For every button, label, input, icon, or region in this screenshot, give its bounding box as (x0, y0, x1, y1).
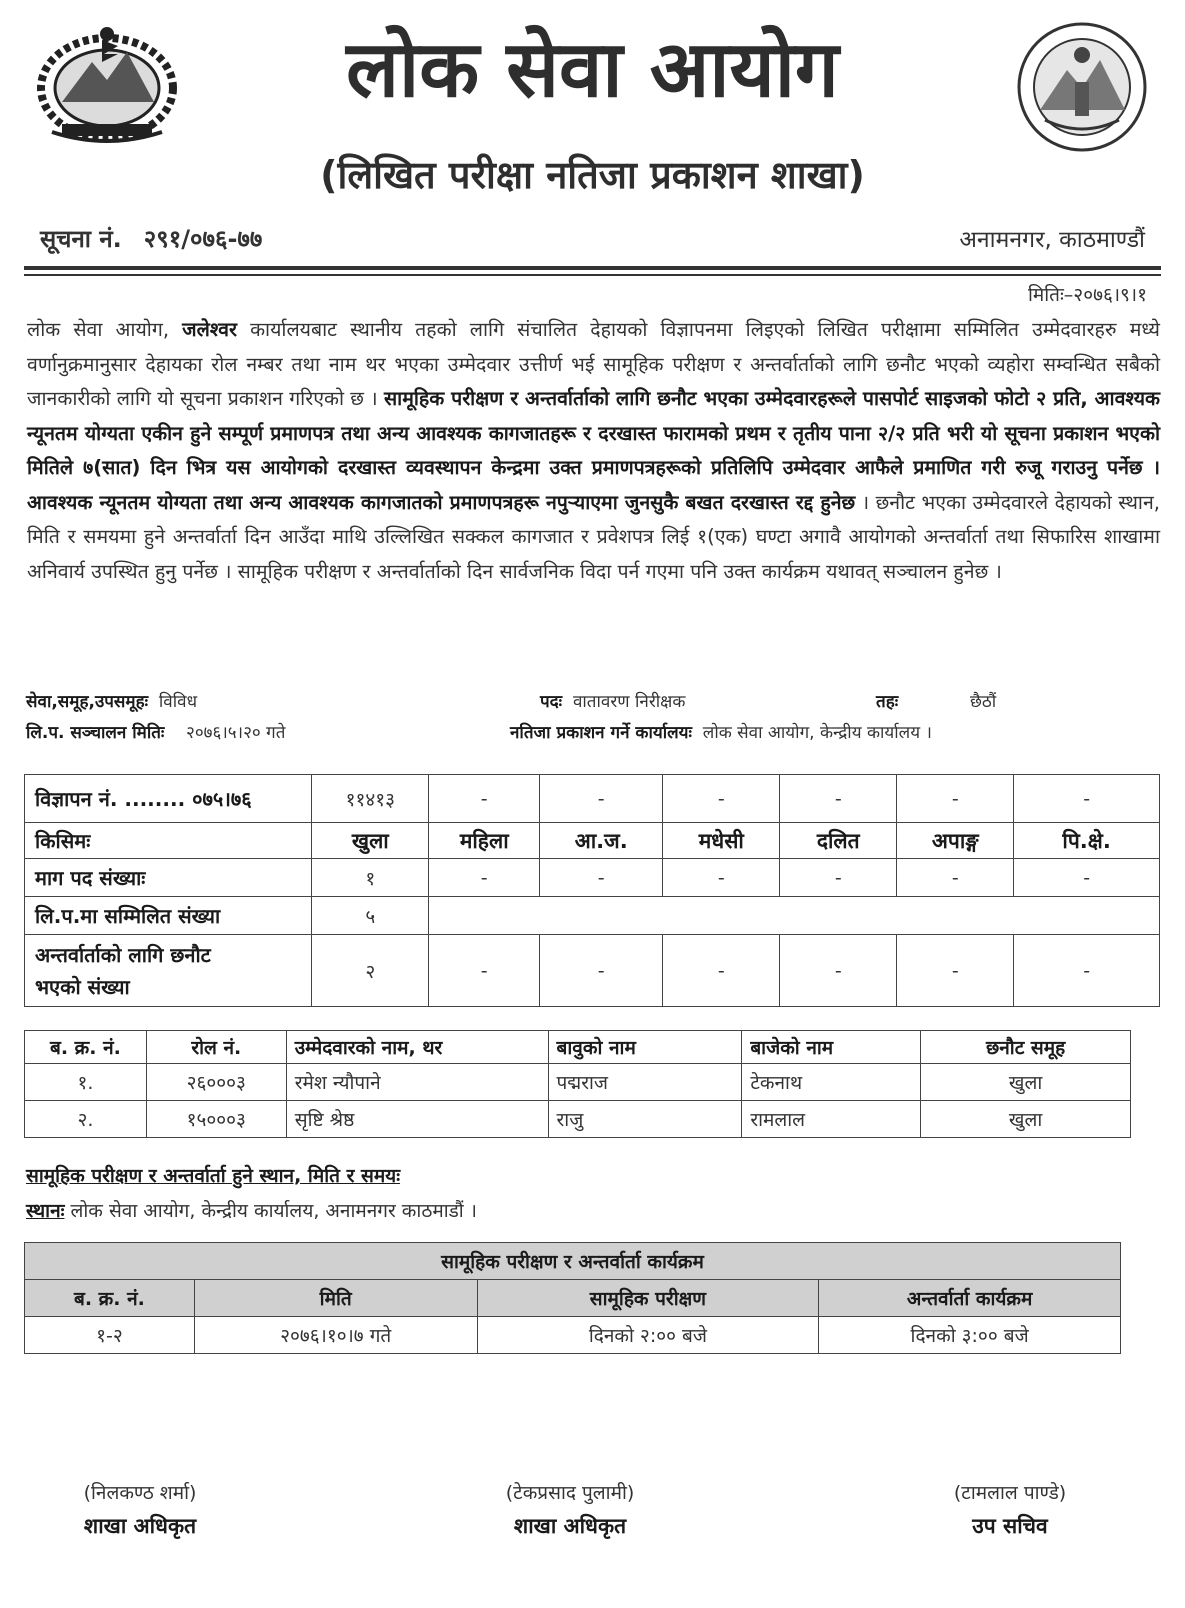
column-header: ब. क्र. नं. (25, 1031, 147, 1064)
table-cell: - (897, 859, 1014, 897)
result-office (510, 720, 932, 743)
schedule-title-row (25, 1243, 1121, 1280)
table-cell: पद्मराज (548, 1064, 742, 1101)
demand-label: माग पद संख्याः (25, 859, 312, 897)
post-label: पदः (540, 692, 563, 712)
notice-number-line (40, 222, 262, 255)
column-header: छनौट समूह (921, 1031, 1131, 1064)
table-cell: ५ (312, 897, 429, 935)
table-cell: - (780, 935, 897, 1007)
body-text-3: । छनौट भएका उम्मेदवारले देहायको स्थान, मिति र समयमा हुने अन्तर्वार्ता दिन आउँदा माथि उल्लिखित सक्कल कागजात र प्रवेशपत्र लिई १(एक) घण्टा अगावै आयोगको अन्तर्वार्ता तथा सिफारिस शाखामा अनिवार्य उपस्थित हुनु पर्नेछ । सामूहिक परीक्षण र अन्तर्वार्ताको दिन सार्वजनिक विदा पर्न गएमा पनि उक्त कार्यक्रम यथावत् सञ्चालन हुनेछ । (27, 490, 1160, 583)
exam-date-value: २०७६।५।२० गते (186, 723, 286, 743)
table-cell: महिला (429, 823, 540, 859)
result-office-value: लोक सेवा आयोग, केन्द्रीय कार्यालय । (702, 723, 932, 743)
table-cell: १ (312, 859, 429, 897)
table-cell: १-२ (25, 1317, 195, 1354)
exam-date-label: लि.प. सञ्चालन मितिः (26, 723, 165, 743)
column-header: ब. क्र. नं. (25, 1280, 195, 1317)
level-label: तहः (876, 692, 899, 712)
table-cell: दलित (780, 823, 897, 859)
column-header: सामूहिक परीक्षण (477, 1280, 819, 1317)
table-cell: सृष्टि श्रेष्ठ (286, 1101, 548, 1138)
schedule-title: सामूहिक परीक्षण र अन्तर्वार्ता कार्यक्रम (25, 1243, 1121, 1280)
table-cell: दिनको २:०० बजे (477, 1317, 819, 1354)
attended-label: लि.प.मा सम्मिलित संख्या (25, 897, 312, 935)
table-cell: १५०००३ (146, 1101, 286, 1138)
table-cell: २०७६।१०।७ गते (194, 1317, 477, 1354)
selected-label-line-2: भएको संख्या (35, 974, 130, 999)
body-office-name: जलेश्वर (182, 318, 237, 341)
table-cell: - (540, 935, 663, 1007)
body-instructions: सामूहिक परीक्षण र अन्तर्वार्ताको लागि छनौट भएका उम्मेदवारहरूले पासपोर्ट साइजको फोटो २ प्रति, आवश्यक न्यूनतम योग्यता एकीन हुने सम्पूर्ण प्रमाणपत्र तथा अन्य आवश्यक कागजातहरू र दरखास्त फारामको प्रथम र तृतीय पाना २/२ प्रति भरी यो सूचना प्रकाशन भएको मितिले ७(सात) दिन भित्र यस आयोगको दरखास्त व्यवस्थापन केन्द्रमा उक्त प्रमाणपत्रहरूको प्रतिलिपि उम्मेदवार आफैले प्रमाणित गरी रुजू गराउनु पर्नेछ । आवश्यक न्यूनतम योग्यता तथा अन्य आवश्यक कागजातको प्रमाणपत्रहरू नपुऱ्याएमा जुनसुकै बखत दरखास्त रद्द हुनेछ (27, 387, 1161, 514)
table-cell: रामलाल (742, 1101, 921, 1138)
table-cell: अपाङ्ग (897, 823, 1014, 859)
advertisement-label: विज्ञापन नं. ........ ०७५।७६ (25, 775, 312, 823)
body-text-1: लोक सेवा आयोग, (27, 318, 183, 341)
post-value: वातावरण निरीक्षक (572, 692, 686, 712)
demand-row (25, 859, 1160, 897)
table-cell: रमेश न्यौपाने (286, 1064, 548, 1101)
signatory-name: (टामलाल पाण्डे) (953, 1482, 1067, 1504)
venue-label: स्थानः (26, 1200, 65, 1222)
table-cell: १. (25, 1064, 147, 1101)
venue-value: लोक सेवा आयोग, केन्द्रीय कार्यालय, अनामनगर काठमाडौं । (64, 1200, 477, 1222)
table-cell: राजु (548, 1101, 742, 1138)
table-cell: - (1014, 775, 1160, 823)
table-cell: - (1014, 935, 1160, 1007)
office-address: अनामनगर, काठमाण्डौं (959, 227, 1145, 253)
column-header: बावुको नाम (548, 1031, 742, 1064)
table-cell: आ.ज. (540, 823, 663, 859)
selected-row (25, 935, 1160, 1007)
signatory-name: (निलकण्ठ शर्मा) (83, 1482, 197, 1504)
table-cell: २६०००३ (146, 1064, 286, 1101)
header-divider (24, 266, 1161, 270)
kind-label: किसिमः (25, 823, 312, 859)
table-cell: - (780, 775, 897, 823)
selected-label (25, 935, 312, 1007)
table-cell: टेकनाथ (742, 1064, 921, 1101)
table-cell: - (663, 775, 780, 823)
table-cell: - (897, 935, 1014, 1007)
advertisement-summary-table (24, 774, 1160, 1007)
selected-label-line-1: अन्तर्वार्ताको लागि छनौट (35, 942, 211, 967)
table-cell: २. (25, 1101, 147, 1138)
candidates-table (24, 1030, 1131, 1138)
signatory-designation: शाखा अधिकृत (513, 1514, 627, 1538)
result-office-label: नतिजा प्रकाशन गर्ने कार्यालयः (510, 723, 692, 743)
attended-row (25, 897, 1160, 935)
venue-line (26, 1197, 477, 1223)
service-group (26, 689, 197, 712)
table-cell: - (663, 859, 780, 897)
notice-number: २९१/०७६-७७ (143, 225, 263, 253)
table-cell: खुला (921, 1101, 1131, 1138)
column-header: रोल नं. (146, 1031, 286, 1064)
table-cell: ११४१३ (312, 775, 429, 823)
signatory-designation: उप सचिव (972, 1514, 1048, 1538)
table-cell: - (780, 859, 897, 897)
signature-block (910, 1478, 1110, 1544)
page-title: लोक सेवा आयोग (346, 25, 839, 115)
table-cell: खुला (312, 823, 429, 859)
table-cell: पि.क्षे. (1014, 823, 1160, 859)
table-cell: दिनको ३:०० बजे (819, 1317, 1121, 1354)
schedule-table (24, 1242, 1121, 1354)
column-header: बाजेको नाम (742, 1031, 921, 1064)
signatory-name: (टेकप्रसाद पुलामी) (505, 1482, 635, 1504)
table-cell: - (1014, 859, 1160, 897)
kind-row (25, 823, 1160, 859)
table-cell: - (429, 935, 540, 1007)
column-header: अन्तर्वार्ता कार्यक्रम (819, 1280, 1121, 1317)
table-row (25, 1064, 1131, 1101)
body-text-2: कार्यालयबाट स्थानीय तहको लागि संचालित देहायको विज्ञापनमा लिइएको लिखित परीक्षामा सम्मिलित उम्मेदवारहरु मध्ये वर्णानुक्रमानुसार देहायका रोल नम्बर तथा नाम थर भएका उम्मेदवार उत्तीर्ण भई सामूहिक परीक्षण र अन्तर्वार्ताको लागि छनौट भएको व्यहोरा सम्वन्धित सबैको जानकारीको लागि यो सूचना प्रकाशन गरिएको छ । (27, 318, 1160, 410)
table-cell: - (429, 775, 540, 823)
service-value: विविध (158, 692, 198, 712)
header-divider-thin (24, 274, 1161, 276)
signature-block (460, 1478, 680, 1544)
page-subtitle: (लिखित परीक्षा नतिजा प्रकाशन शाखा) (320, 153, 865, 197)
table-cell: - (897, 775, 1014, 823)
table-header-row (25, 1280, 1121, 1317)
notice-date: मितिः–२०७६।९।१ (1027, 284, 1147, 306)
service-label: सेवा,समूह,उपसमूहः (26, 692, 149, 712)
table-cell: - (663, 935, 780, 1007)
venue-heading: सामूहिक परीक्षण र अन्तर्वार्ता हुने स्थान, मिति र समयः (26, 1165, 401, 1187)
column-header: उम्मेदवारको नाम, थर (286, 1031, 548, 1064)
table-cell: खुला (921, 1064, 1131, 1101)
signature-block (40, 1478, 240, 1544)
signatory-designation: शाखा अधिकृत (83, 1514, 197, 1538)
advertisement-row (25, 775, 1160, 823)
table-cell (429, 897, 1160, 935)
table-row (25, 1317, 1121, 1354)
post (540, 689, 685, 712)
level (876, 689, 898, 712)
table-header-row (25, 1031, 1131, 1064)
notice-body (27, 313, 1160, 589)
table-cell: - (540, 775, 663, 823)
table-cell: - (540, 859, 663, 897)
column-header: मिति (194, 1280, 477, 1317)
table-cell: २ (312, 935, 429, 1007)
table-cell: - (429, 859, 540, 897)
table-cell: मधेसी (663, 823, 780, 859)
table-row (25, 1101, 1131, 1138)
notice-label: सूचना नं. (40, 225, 122, 253)
level-value: छैठौं (970, 692, 997, 712)
exam-date (26, 720, 285, 743)
